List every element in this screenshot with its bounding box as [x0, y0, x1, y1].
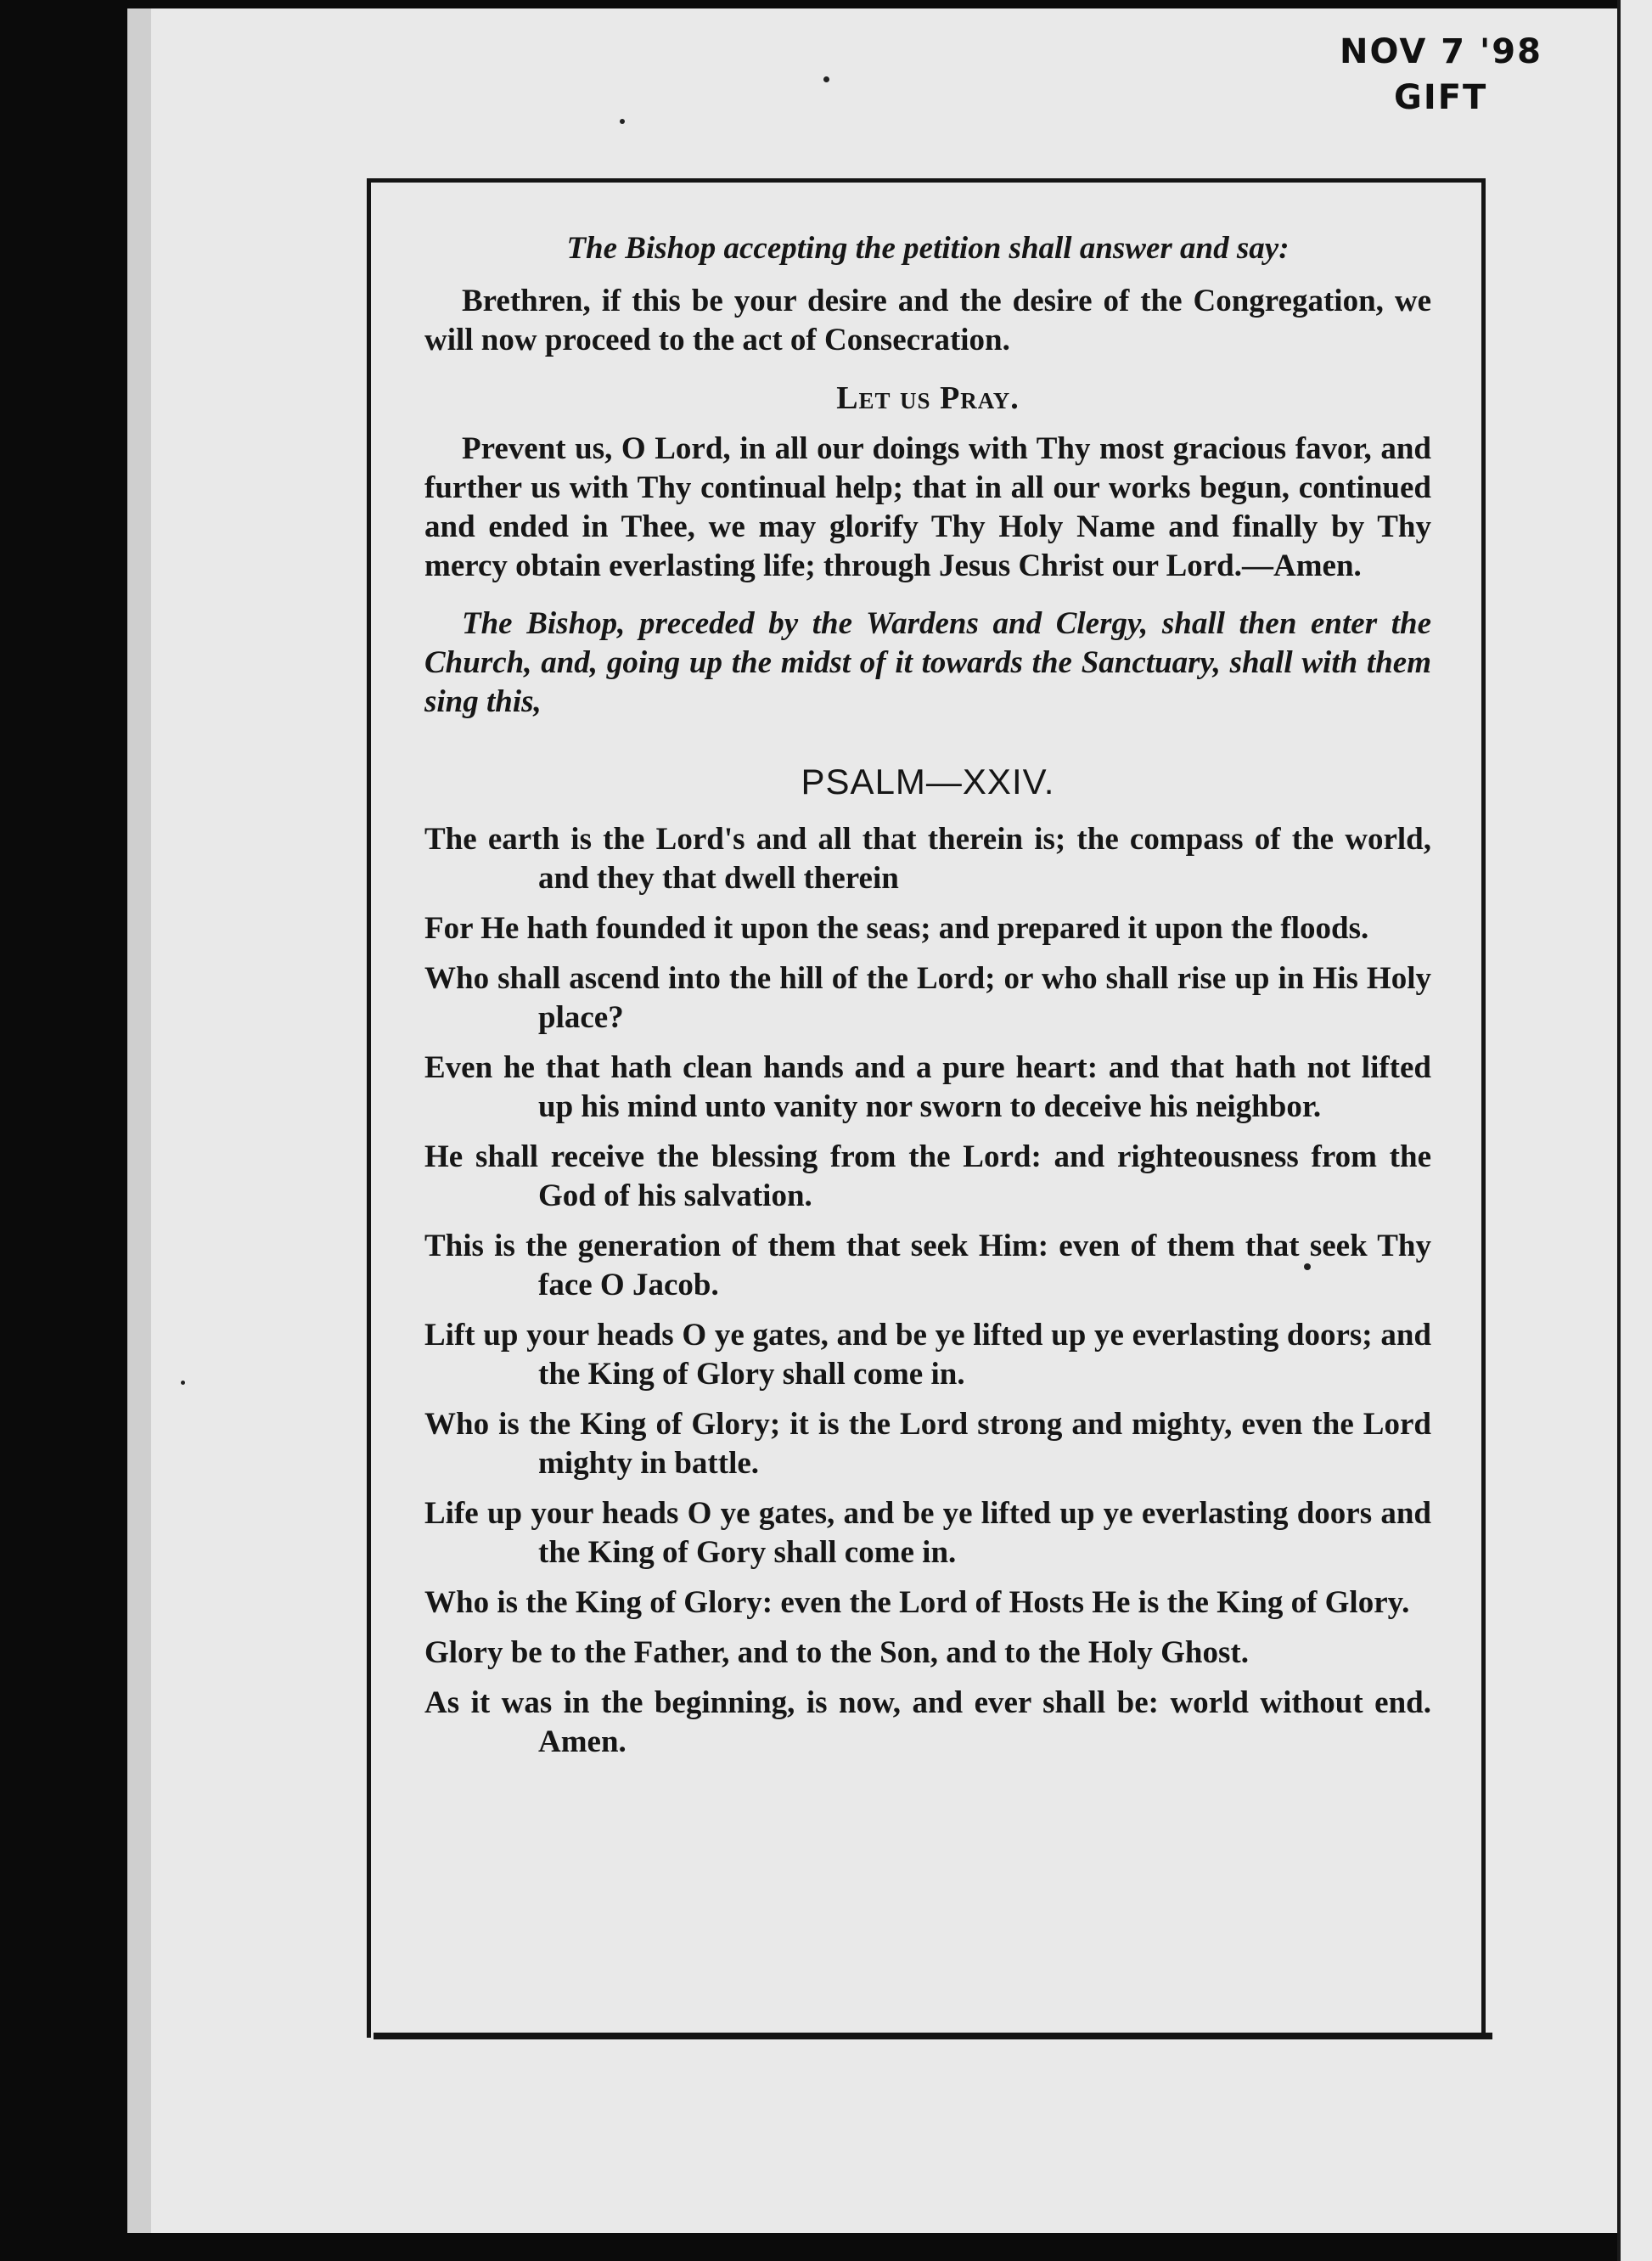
psalm-verses	[424, 820, 1431, 1762]
rubric-procession: The Bishop, preceded by the Wardens and Clergy, shall then enter the Church, and, going up the midst of it towards the Sanctuary, shall with them sing this,	[424, 606, 1431, 719]
next-page-edge	[1617, 0, 1652, 2261]
psalm-verse: As it was in the beginning, is now, and ever shall be: world without end. Amen.	[424, 1685, 1431, 1759]
speck	[620, 119, 625, 124]
psalm-verse: Who is the King of Glory; it is the Lord strong and mighty, even the Lord mighty in battle.	[424, 1407, 1431, 1481]
psalm-verse: The earth is the Lord's and all that therein is; the compass of the world, and they that dwell therein	[424, 822, 1431, 896]
psalm-heading: PSALM—XXIV.	[801, 762, 1055, 801]
rubric-bishop-answer: The Bishop accepting the petition shall answer and say:	[566, 231, 1290, 266]
gift-stamp: GIFT	[1394, 78, 1488, 117]
accession-date-stamp: NOV 7 '98	[1340, 32, 1542, 71]
prayer-heading: Let us Pray.	[836, 380, 1020, 416]
psalm-verse: He shall receive the blessing from the Lord: and righteousness from the God of his salvation.	[424, 1139, 1431, 1213]
speck	[823, 76, 829, 82]
psalm-verse: This is the generation of them that seek Him: even of them that seek Thy face O Jacob.	[424, 1229, 1431, 1302]
psalm-verse: Lift up your heads O ye gates, and be ye lifted up ye everlasting doors; and the King of Glory shall come in.	[424, 1318, 1431, 1392]
speck	[181, 1381, 185, 1385]
psalm-verse: For He hath founded it upon the seas; and prepared it upon the floods.	[424, 911, 1369, 946]
bishop-address: Brethren, if this be your desire and the desire of the Congregation, we will now proceed to the act of Consecration.	[424, 284, 1431, 357]
prayer-text: Prevent us, O Lord, in all our doings with Thy most gracious favor, and further us with Thy continual help; that in all our works begun, continued and ended in Thee, we may glorify Thy Holy Name and finally by Thy mercy obtain everlasting life; through Jesus Christ our Lord.—Amen.	[424, 431, 1431, 583]
psalm-verse: Life up your heads O ye gates, and be ye lifted up ye everlasting doors and the King of Gory shall come in.	[424, 1496, 1431, 1570]
service-text	[424, 229, 1431, 1773]
psalm-verse: Glory be to the Father, and to the Son, and to the Holy Ghost.	[424, 1635, 1249, 1670]
psalm-verse: Who shall ascend into the hill of the Lord; or who shall rise up in His Holy place?	[424, 961, 1431, 1035]
psalm-verse: Who is the King of Glory: even the Lord of Hosts He is the King of Glory.	[424, 1585, 1410, 1620]
text-border-bottom-rule	[374, 2033, 1492, 2039]
psalm-verse: Even he that hath clean hands and a pure heart: and that hath not lifted up his mind unto vanity nor sworn to deceive his neighbor.	[424, 1050, 1431, 1124]
